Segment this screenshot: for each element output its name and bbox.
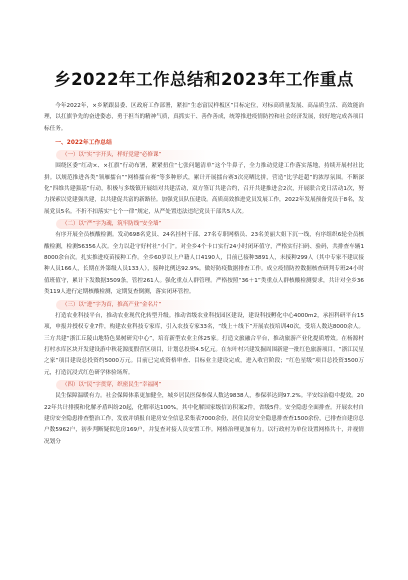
subsection-paragraph-4: 民生保障温暖有力。社会保障体系更加健全，城乡居民医保参保人数达9838人，参保率达到97.2%。平安综治稳中提效。2022年共计排摸和化解矛盾纠纷20起，化解率达100%，其中化解国家级信访积案2件，省级5件。安全隐患全面排查。开展农村自建房安全隐患排查整治工作，发放并填报自建房安全信息采集表7000余份，居住民房安全隐患排查查1500余份，已排查自建房总户数5962户，初步判断疑似危房169户，并复查对接人员安置工作。网格治理更加有力。以行政村为单位设置网格共十，并视情况划分 [44,393,364,445]
intro-paragraph: 今年2022年，×乡紧跟县委、区政府工作部署，紧扣“生态富民样板区”目标定位，对标高质量发展、高品质生活、高效能治理，以扛旗争先的奋进姿态，勇于担当的精神气质，真抓实干、善作善成，统筹推进疫情防控和社会经济发展，较好地完成各项目标任务。 [44,103,364,132]
subsection-heading-2: （二）以“严”字为魂，筑牢防线“安全墙” [56,219,212,229]
subsection-heading-1: （一）以“实”字开头，样好党建“必修课” [56,150,212,160]
subsection-heading-4: （四）以“民”字贯穿，织密民生“幸福网” [56,380,212,390]
section-heading: 一、2022年工作总结 [55,140,112,147]
document-title: 乡2022年工作总结和2023年工作重点 [54,70,354,89]
subsection-paragraph-2: 有序开展全员核酸检测。发动698名党员、24名挂村干部、27名专职网格员、23名美丽大姐下沉一线，有序组织6轮全员核酸检测，检测56356人次。全力以赴守好村社“小门”。对全乡4个卡口实行24小时闭环值守，严格实行扫码、验码，共排查车辆18000余台次。扎实推进疫苗接种工作。全乡60岁以上户籍人口4190人，目前已接种3891人，未接种299人（其中专家不建议接种人员166人，长期在外第级人员133人），接种比例达92.9%。做好防疫数据排查工作。成立疫情防控数据核查研判专班24小时值班值守，累计下发数据3509条，管控261人。强化重点人群管理。严格按照“36＋1”类重点人群核酸检测要求，共计对全乡36类119人进行定期核酸检测，定期复查倒测，落实闭环管控。 [44,232,364,296]
subsection-paragraph-1: 围绕区委“红动×、×扛旗”行动布署，紧紧扭住“七张问题清单”这个牛鼻子，全力推动党建工作落实落地，持续开展村社比拼。以规范推进各类“领雁擂台”“网格擂台赛”等多种形式，累计开展擂台赛3次亮晒比拼，营造“比学赶超”的浓厚氛围。不断深化“四维共建强基”行动，积极与多级镇开展结对共建活动，双方签订共建合约，召开共建推进会2次，开展联合党日活动1次，努力探索以党建强共建，以共建促共富的新路径。加强党员队伍建设。高质高效推进党员发展工作，2022年发展预备党员于8名，发展党员5名。不折不扣落实“七个一律”规定，从严处置违法违纪党员干部共5人次。 [44,163,364,215]
subsection-heading-3: （三）以“进”字为首，推高产业“金名片” [56,300,212,310]
document-body [44,101,364,448]
subsection-paragraph-3: 打造农业科技平台，推动农业现代化转型升级。推动省级农业科技园区建设，建设科技孵化中心4000m2，承担科研平台15项，申报并授权专业7件，构建农业科技专家库，引入农技专家33名，“线上＋线下”开展农技培训40次，受培人数达8000余人。三方共建“浙江丘陵山地特色果树研究中心”，培育新型农业主体25家。打造文旅融合平台，推动旅游产业化提质增效。在杨源村打村水库区块开发建设游中秋花源度假营区项目，计划总投资4.5亿元。在东叶村兴建发掘周围新建一批红色旅游项目，“浙江民星之家”项目建设总投资约5000万元。目前已完成资格审查、目标业主建设完成，进入收官阶段；“红色星级”项目总投资3500万元，打造沉浸式红色研学体验场所。 [44,312,364,376]
